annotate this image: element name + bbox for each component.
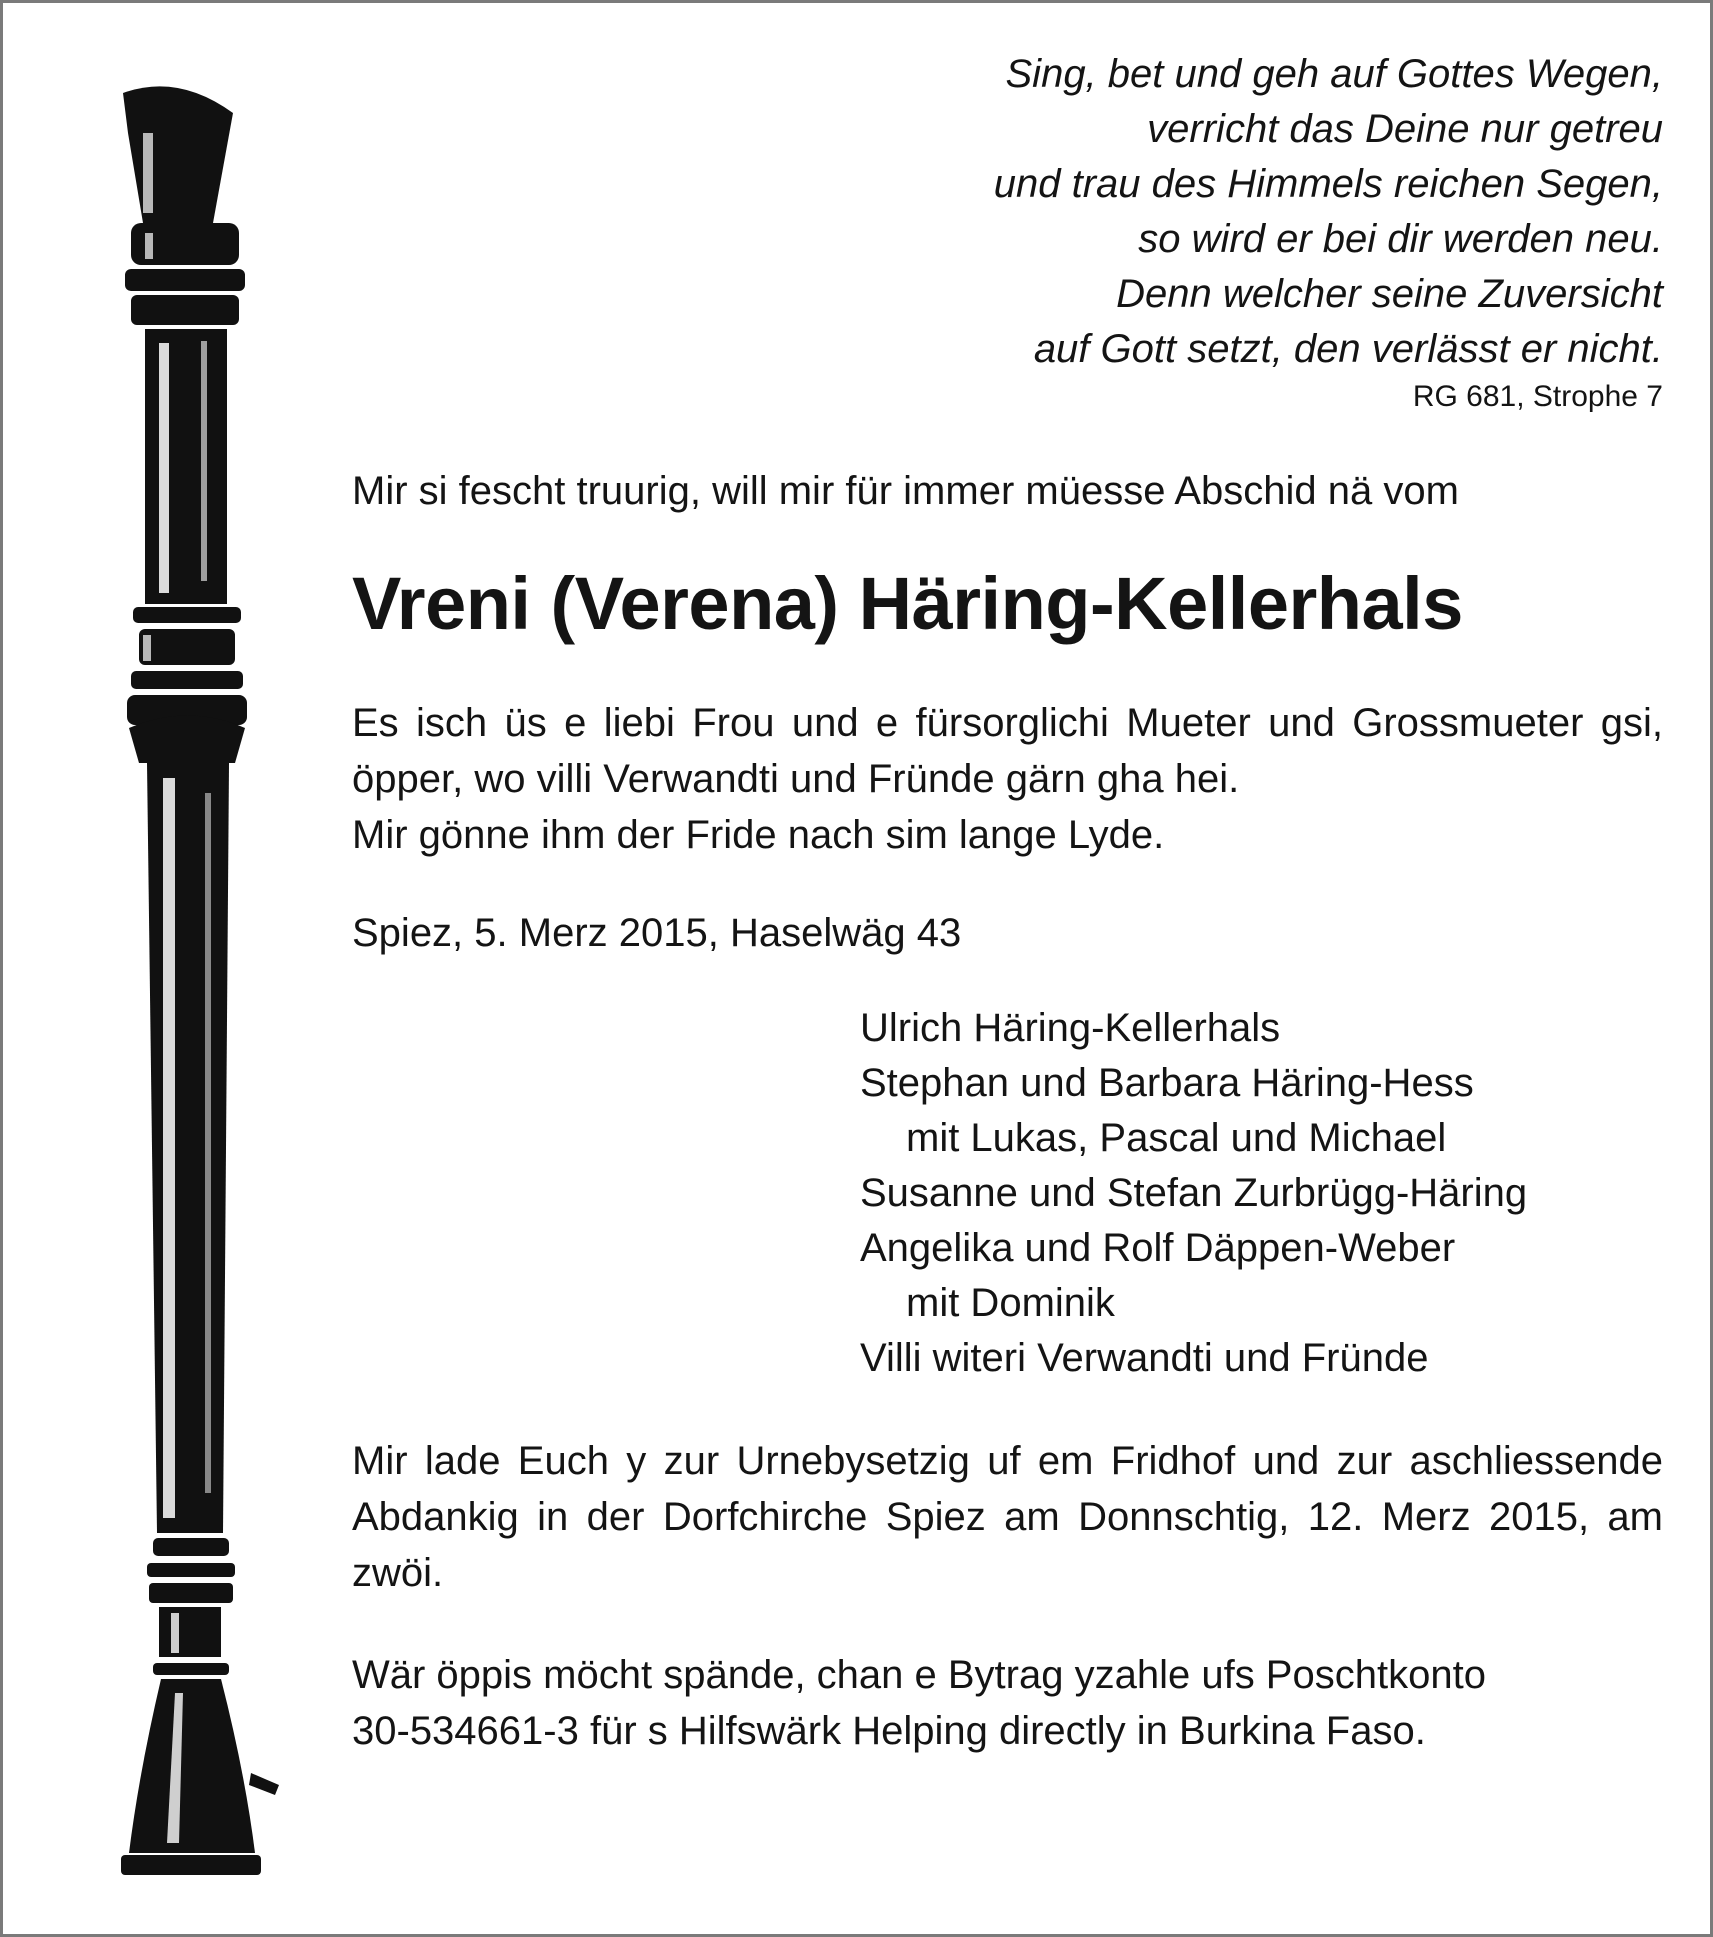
mourner-entry: mit Lukas, Pascal und Michael [906, 1116, 1447, 1160]
verse-source: RG 681, Strophe 7 [1412, 380, 1663, 413]
mourner-entry: Villi witeri Verwandti und Fründe [860, 1336, 1429, 1380]
verse-line: verricht das Deine nur getreu [1147, 107, 1663, 151]
verse-line: Sing, bet und geh auf Gottes Wegen, [1005, 52, 1663, 96]
verse-line: und trau des Himmels reichen Segen, [993, 162, 1663, 206]
donation-line: Wär öppis möcht spände, chan e Bytrag yzahle ufs Poschtkonto [352, 1653, 1486, 1697]
invitation-paragraph: Mir lade Euch y zur Urnebysetzig uf em Fridhof und zur aschliessende Abdankig in der Dorfchirche Spiez am Donnschtig, 12. Merz 2015, am zwöi. [352, 1439, 1663, 1595]
donation-paragraph [352, 1647, 1663, 1759]
mourner-entry: mit Dominik [906, 1281, 1115, 1325]
mourner-entry: Susanne und Stefan Zurbrügg-Häring [860, 1171, 1528, 1215]
hymn-verse [352, 47, 1663, 377]
verse-line: so wird er bei dir werden neu. [1138, 217, 1663, 261]
recorder-flute-illustration [83, 73, 293, 1903]
tribute-paragraph [352, 695, 1663, 863]
intro-text: Mir si fescht truurig, will mir für immer müesse Abschid nä vom [352, 469, 1459, 513]
tribute-line: Es isch üs e liebi Frou und e fürsorglichi Mueter und Grossmueter gsi, öpper, wo villi Verwandti und Fründe gärn gha hei. [352, 701, 1663, 801]
notice-content [352, 47, 1663, 1759]
place-date: Spiez, 5. Merz 2015, Haselwäg 43 [352, 911, 962, 955]
mourners-list [860, 1001, 1663, 1386]
mourner-entry: Angelika und Rolf Däppen-Weber [860, 1226, 1456, 1270]
mourner-entry: Stephan und Barbara Häring-Hess [860, 1061, 1474, 1105]
donation-line: 30-534661-3 für s Hilfswärk Helping directly in Burkina Faso. [352, 1709, 1426, 1753]
tribute-line: Mir gönne ihm der Fride nach sim lange Lyde. [352, 813, 1165, 857]
mourner-entry: Ulrich Häring-Kellerhals [860, 1006, 1281, 1050]
deceased-name: Vreni (Verena) Häring-Kellerhals [352, 562, 1463, 645]
verse-line: auf Gott setzt, den verlässt er nicht. [1033, 327, 1663, 371]
verse-line: Denn welcher seine Zuversicht [1116, 272, 1663, 316]
